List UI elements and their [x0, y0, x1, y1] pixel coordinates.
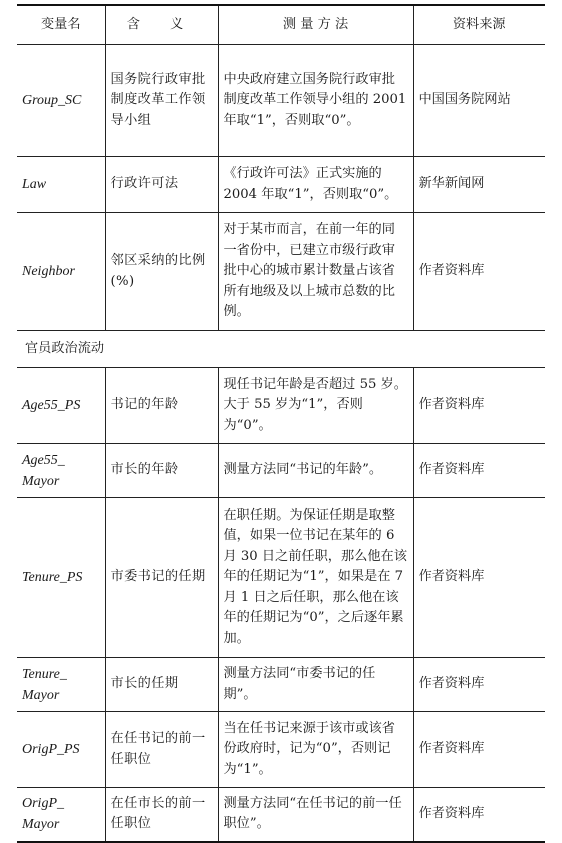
table-row	[17, 498, 545, 658]
variable-name-cell: Group_SC	[17, 45, 105, 157]
method-cell: 对于某市而言，在前一年的同一省份中，已建立市级行政审批中心的城市累计数量占该省所有地级及以上城市总数的比例。	[218, 213, 413, 331]
source-cell: 新华新闻网	[413, 157, 545, 213]
variable-name-cell: Age55_PS	[17, 368, 105, 444]
meaning-cell: 市委书记的任期	[105, 498, 218, 658]
table-row	[17, 368, 545, 444]
header-data-source: 资料来源	[413, 5, 545, 45]
source-cell: 作者资料库	[413, 444, 545, 498]
meaning-cell: 邻区采纳的比例(%)	[105, 213, 218, 331]
variable-name-cell: Law	[17, 157, 105, 213]
table-header-row	[17, 5, 545, 45]
table-row	[17, 157, 545, 213]
variable-name-cell: Tenure_PS	[17, 498, 105, 658]
source-cell: 作者资料库	[413, 368, 545, 444]
header-meaning: 含 义	[105, 5, 218, 45]
table-row	[17, 45, 545, 157]
method-cell: 中央政府建立国务院行政审批制度改革工作领导小组的 2001 年取“1”，否则取“0”。	[218, 45, 413, 157]
variable-name-cell: OrigP_PS	[17, 712, 105, 788]
meaning-cell: 在任市长的前一任职位	[105, 788, 218, 842]
variable-name-cell: Neighbor	[17, 213, 105, 331]
meaning-cell: 行政许可法	[105, 157, 218, 213]
table-row	[17, 712, 545, 788]
method-cell: 《行政许可法》正式实施的 2004 年取“1”，否则取“0”。	[218, 157, 413, 213]
source-cell: 中国国务院网站	[413, 45, 545, 157]
table-row	[17, 213, 545, 331]
source-cell: 作者资料库	[413, 658, 545, 712]
table-row	[17, 444, 545, 498]
method-cell: 测量方法同“书记的年龄”。	[218, 444, 413, 498]
method-cell: 测量方法同“在任书记的前一任职位”。	[218, 788, 413, 842]
variable-table-document	[17, 4, 545, 843]
variable-table	[17, 4, 545, 843]
table-row	[17, 658, 545, 712]
header-measurement-method: 测 量 方 法	[218, 5, 413, 45]
method-cell: 在职任期。为保证任期是取整值，如果一位书记在某年的 6 月 30 日之前任职，那么他在该年的任期记为“1”，如果是在 7 月 1 日之后任职，那么他在该年的任期记为“0”，之后逐年累加。	[218, 498, 413, 658]
section-label: 官员政治流动	[17, 331, 545, 368]
table-row	[17, 788, 545, 842]
source-cell: 作者资料库	[413, 712, 545, 788]
variable-name-cell: Tenure_ Mayor	[17, 658, 105, 712]
variable-name-cell: Age55_ Mayor	[17, 444, 105, 498]
meaning-cell: 书记的年龄	[105, 368, 218, 444]
method-cell: 当在任书记来源于该市或该省份政府时，记为“0”，否则记为“1”。	[218, 712, 413, 788]
variable-name-cell: OrigP_ Mayor	[17, 788, 105, 842]
method-cell: 测量方法同“市委书记的任期”。	[218, 658, 413, 712]
header-variable-name: 变量名	[17, 5, 105, 45]
method-cell: 现任书记年龄是否超过 55 岁。大于 55 岁为“1”，否则为“0”。	[218, 368, 413, 444]
meaning-cell: 市长的年龄	[105, 444, 218, 498]
meaning-cell: 在任书记的前一任职位	[105, 712, 218, 788]
source-cell: 作者资料库	[413, 213, 545, 331]
source-cell: 作者资料库	[413, 498, 545, 658]
section-row	[17, 331, 545, 368]
meaning-cell: 国务院行政审批制度改革工作领导小组	[105, 45, 218, 157]
source-cell: 作者资料库	[413, 788, 545, 842]
meaning-cell: 市长的任期	[105, 658, 218, 712]
